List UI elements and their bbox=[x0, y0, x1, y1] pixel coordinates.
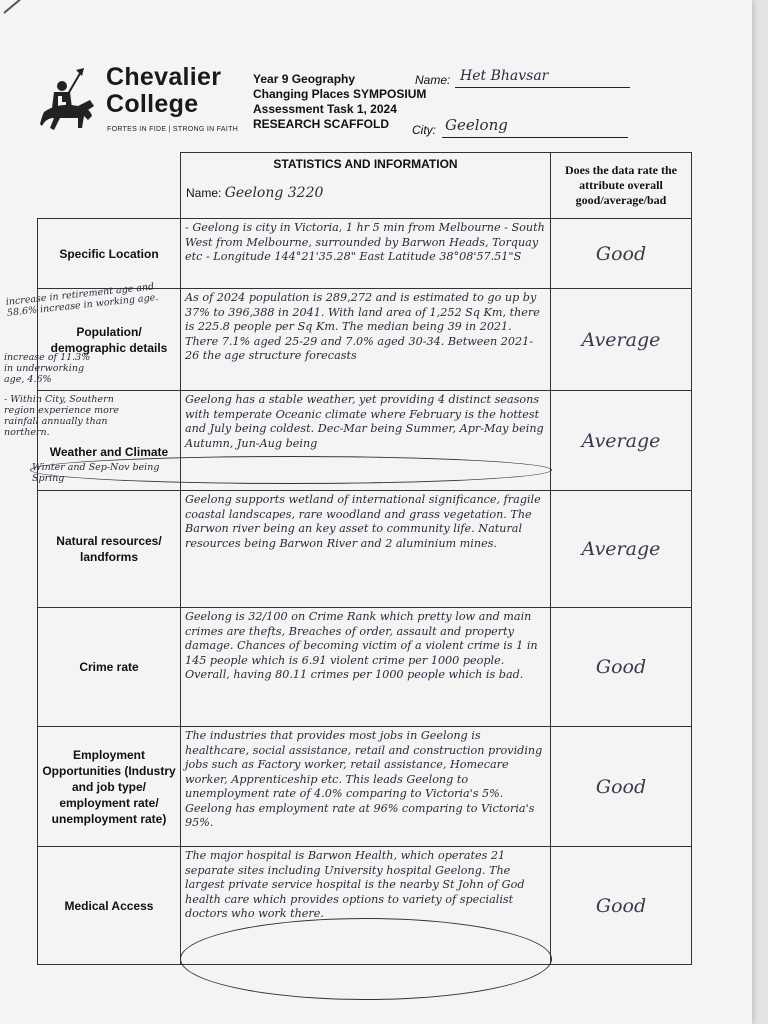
college-motto: FORTES IN FIDE | STRONG IN FAITH bbox=[107, 126, 239, 133]
rating-value: Average bbox=[551, 391, 692, 491]
attribute-label: Natural resources/ landforms bbox=[38, 491, 181, 608]
table-row bbox=[38, 219, 551, 289]
college-name: Chevalier College bbox=[106, 63, 222, 118]
attribute-label: Crime rate bbox=[38, 608, 181, 727]
rating-column bbox=[550, 152, 692, 965]
name-underline bbox=[455, 87, 630, 88]
name-label: Name: bbox=[415, 73, 451, 87]
stats-header-cell bbox=[181, 153, 551, 219]
table-name-label: Name: bbox=[186, 186, 222, 200]
attribute-label: Weather and Climate bbox=[38, 391, 181, 491]
row-notes: The industries that provides most jobs in Geelong is healthcare, social assistance, retail and construction providing jobs such as Factory worker, retail assistance, Homecare worker, Apprenticeship etc. This leads Geelong to unemployment rate of 4.0% comparing to Victoria's 5%. Geelong has employment rate at 96% comparing to Victoria's 95%. bbox=[181, 727, 551, 847]
table-row bbox=[38, 608, 551, 727]
city-underline bbox=[442, 137, 628, 138]
row-notes: - Geelong is city in Victoria, 1 hr 5 min from Melbourne - South West from Melbourne, surrounded by Barwon Heads, Torquay etc - Longitude 144°21'35.28" East Latitude 38°08'57.51"S bbox=[181, 219, 551, 289]
rating-value: Average bbox=[551, 491, 692, 608]
table-name-field bbox=[182, 185, 549, 201]
rating-heading: Does the data rate the attribute overall good/average/bad bbox=[551, 153, 692, 219]
table-name-value: Geelong 3220 bbox=[224, 185, 324, 201]
rating-value: Good bbox=[551, 847, 692, 965]
unit-title: Changing Places SYMPOSIUM bbox=[253, 87, 427, 101]
rating-value: Good bbox=[551, 727, 692, 847]
annotation-circle bbox=[30, 456, 552, 484]
table-row bbox=[38, 727, 551, 847]
assignment-info bbox=[253, 72, 426, 132]
student-name: Het Bhavsar bbox=[460, 68, 549, 84]
row-notes: Geelong has a stable weather, yet providing 4 distinct seasons with temperate Oceanic climate where February is the hottest and July being coldest. Dec-Mar being Summer, Apr-May being Autumn, Jun-Aug being bbox=[181, 391, 551, 491]
row-notes: As of 2024 population is 289,272 and is estimated to go up by 37% to 396,388 in 2041. With land area of 1,252 Sq Km, there is 225.8 people per Sq Km. The median being 39 in 2021. There 7.1% aged 25-29 and 7.0% aged 30-34. Between 2021-26 the age structure forecasts bbox=[181, 289, 551, 391]
rating-value: Good bbox=[551, 219, 692, 289]
row-notes: Geelong supports wetland of international significance, fragile coastal landscapes, rare woodland and grass vegetation. The Barwon river being an key asset to community life. Natural resources being Barwon River and 2 aluminium mines. bbox=[181, 491, 551, 608]
subject-title: Year 9 Geography bbox=[253, 72, 356, 86]
margin-note-population-bottom: increase of 11.3% in underworking age, 4.6% bbox=[4, 352, 91, 385]
scaffold-title: RESEARCH SCAFFOLD bbox=[253, 117, 390, 131]
margin-note-population-top: increase in retirement age and 58.6% increase in working age. bbox=[5, 281, 159, 319]
attribute-label: Employment Opportunities (Industry and job type/ employment rate/ unemployment rate) bbox=[38, 727, 181, 847]
table-row bbox=[38, 491, 551, 608]
pen-mark bbox=[3, 0, 35, 14]
city-label: City: bbox=[412, 123, 436, 137]
attribute-label: Population/ demographic details bbox=[38, 289, 181, 391]
city-name: Geelong bbox=[445, 116, 508, 134]
research-table bbox=[37, 152, 551, 965]
attribute-label: Specific Location bbox=[38, 219, 181, 289]
blank-header-cell bbox=[38, 153, 181, 219]
row-notes: Geelong is 32/100 on Crime Rank which pretty low and main crimes are thefts, Breaches of order, assault and property damage. Chances of becoming victim of a violent crime is 1 in 145 people which is 6.91 violent crime per 1000 people. Overall, having 80.11 crimes per 1000 people which is bad. bbox=[181, 608, 551, 727]
task-title: Assessment Task 1, 2024 bbox=[253, 102, 397, 116]
margin-note-weather-top: - Within City, Southern region experience more rainfall annually than northern. bbox=[4, 394, 119, 438]
knight-logo-icon bbox=[38, 66, 100, 136]
rating-value: Good bbox=[551, 608, 692, 727]
annotation-circle bbox=[180, 918, 552, 1000]
attribute-label: Medical Access bbox=[38, 847, 181, 965]
margin-note-weather-bottom: Winter and Sep-Nov being Spring bbox=[32, 462, 160, 484]
stats-heading: STATISTICS AND INFORMATION bbox=[273, 157, 458, 171]
row-notes: The major hospital is Barwon Health, which operates 21 separate sites including University hospital Geelong. The largest private service hospital is the nearby St John of God health care which provides options to variety of specialist doctors who work there. bbox=[181, 847, 551, 965]
rating-value: Average bbox=[551, 289, 692, 391]
